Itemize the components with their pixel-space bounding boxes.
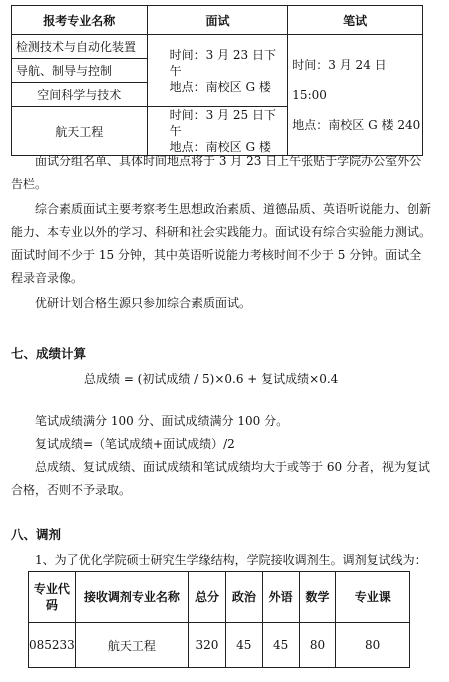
score-line-2: 复试成绩=（笔试成绩+面试成绩）/2 <box>35 437 235 451</box>
score-line-3: 总成绩、复试成绩、面试成绩和笔试成绩均大于或等于 60 分者，视为复试合格，否则不予录取。 <box>11 460 430 497</box>
cell-math: 80 <box>299 623 336 668</box>
table-row <box>29 623 410 668</box>
paragraph-excellent-plan: 优研计划合格生源只参加综合素质面试。 <box>35 296 252 310</box>
major-cell: 导航、制导与控制 <box>12 59 148 83</box>
major-cell: 检测技术与自动化装置 <box>12 35 148 59</box>
cell-code: 085233 <box>29 623 76 668</box>
paragraph-interview-list: 面试分组名单、具体时间地点将于 3 月 23 日上午张贴于学院办公室外公告栏。 <box>11 154 422 191</box>
major-cell: 空间科学与技术 <box>12 83 148 107</box>
adjustment-header-row <box>29 572 410 623</box>
header-major-name: 接收调剂专业名称 <box>75 572 188 623</box>
header-code: 专业代码 <box>29 572 76 623</box>
header-foreign-language: 外语 <box>262 572 299 623</box>
adjustment-table <box>28 571 410 668</box>
header-interview: 面试 <box>147 6 288 35</box>
score-formula: 总成绩 = (初试成绩 / 5)×0.6 + 复试成绩×0.4 <box>84 372 339 386</box>
interview-cell-group2 <box>147 107 288 156</box>
cell-specialty: 80 <box>336 623 410 668</box>
interview-cell-group1 <box>147 35 288 107</box>
header-politics: 政治 <box>225 572 262 623</box>
header-written: 笔试 <box>288 6 423 35</box>
cell-politics: 45 <box>225 623 262 668</box>
written-time: 时间：3 月 24 日 15:00 <box>292 58 387 102</box>
header-major: 报考专业名称 <box>12 6 148 35</box>
adjustment-intro: 1、为了优化学院硕士研究生学缘结构，学院接收调剂生。调剂复试线为： <box>35 553 427 567</box>
table-header-row <box>12 6 423 35</box>
cell-total: 320 <box>189 623 226 668</box>
paragraph-interview-content: 综合素质面试主要考察考生思想政治素质、道德品质、英语听说能力、创新能力、本专业以外的学习、科研和社会实践能力。面试设有综合实验能力测试。面试时间不少于 15 分钟，其中英语听说能力考核时间不少于 5 分钟。面试全程录音录像。 <box>11 202 432 285</box>
interview-time: 时间：3 月 23 日下午 <box>169 47 276 78</box>
interview-place: 地点：南校区 G 楼 <box>169 140 271 154</box>
cell-major-name: 航天工程 <box>75 623 188 668</box>
section7-heading: 七、成绩计算 <box>11 346 87 361</box>
interview-time: 时间：3 月 25 日下午 <box>169 108 276 138</box>
header-math: 数学 <box>299 572 336 623</box>
section8-heading: 八、调剂 <box>11 527 62 542</box>
header-total: 总分 <box>189 572 226 623</box>
interview-place: 地点：南校区 G 楼 <box>169 79 271 94</box>
table-row <box>12 35 423 59</box>
cell-foreign-language: 45 <box>262 623 299 668</box>
header-specialty: 专业课 <box>336 572 410 623</box>
schedule-table <box>11 5 423 156</box>
major-cell: 航天工程 <box>12 107 148 156</box>
score-line-1: 笔试成绩满分 100 分、面试成绩满分 100 分。 <box>35 414 289 428</box>
written-cell <box>288 35 423 156</box>
written-place: 地点：南校区 G 楼 240 <box>292 118 421 132</box>
